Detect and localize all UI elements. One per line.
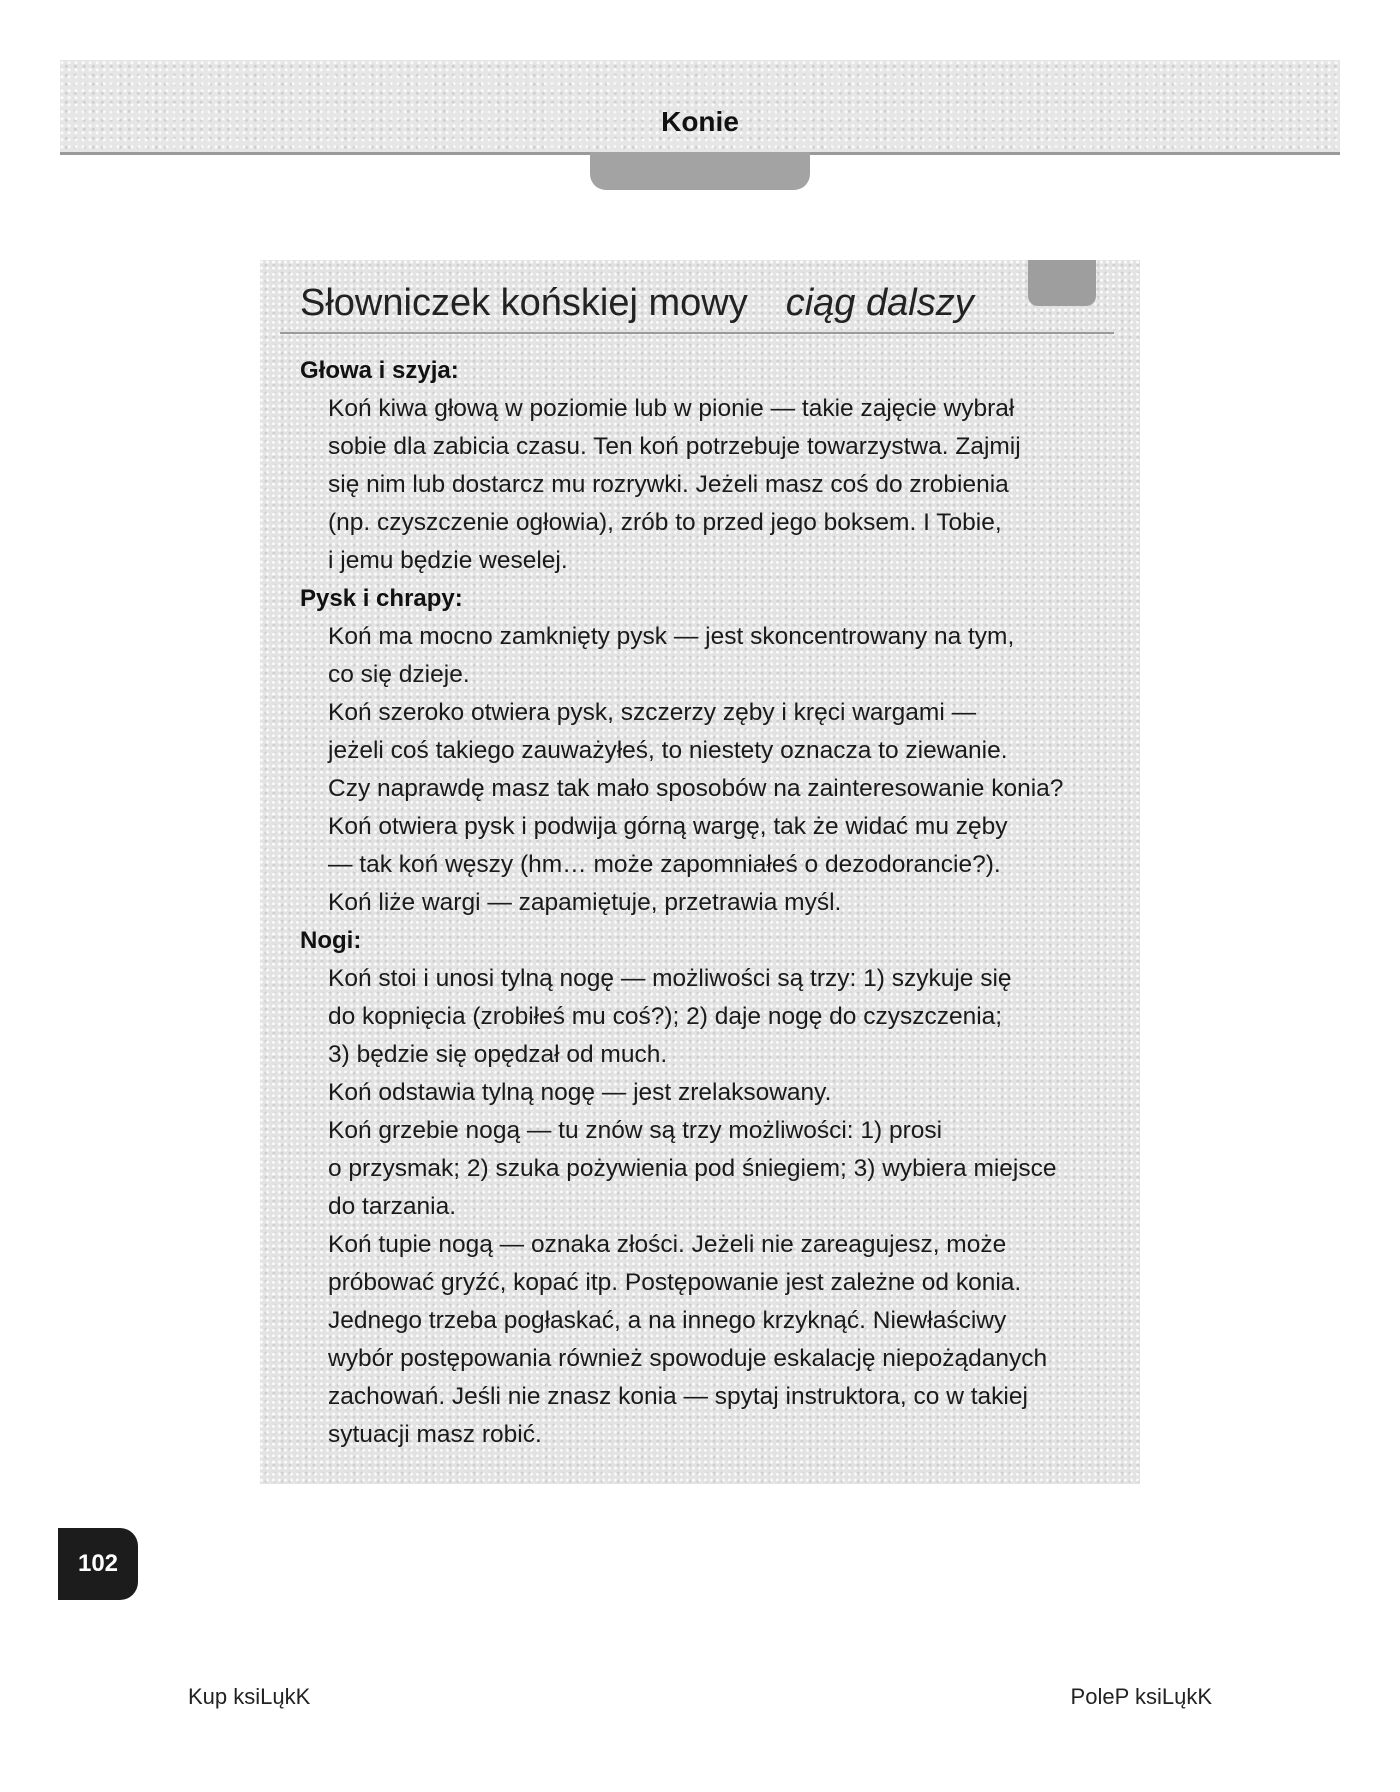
text-line: Koń odstawia tylną nogę — jest zrelaksowany. — [328, 1079, 832, 1106]
text-line: jeżeli coś takiego zauważyłeś, to niestety oznacza to ziewanie. — [328, 737, 1008, 764]
text-line: wybór postępowania również spowoduje eskalację niepożądanych — [328, 1345, 1048, 1372]
box-title — [300, 282, 974, 325]
chapter-title: Konie — [661, 106, 739, 137]
text-line: Koń kiwa głową w poziomie lub w pionie — takie zajęcie wybrał — [328, 395, 1015, 422]
box-content — [300, 352, 1100, 1454]
box-title-divider — [280, 332, 1114, 334]
text-line: Koń otwiera pysk i podwija górną wargę, tak że widać mu zęby — [328, 813, 1008, 840]
box-corner-tab — [1028, 260, 1096, 306]
text-line: się nim lub dostarcz mu rozrywki. Jeżeli masz coś do zrobienia — [328, 471, 1009, 498]
text-line: co się dzieje. — [328, 661, 470, 688]
text-line: Koń ma mocno zamknięty pysk — jest skoncentrowany na tym, — [328, 623, 1015, 650]
text-line: i jemu będzie weselej. — [328, 547, 568, 574]
chapter-header-band — [60, 60, 1340, 155]
text-line: Czy naprawdę masz tak mało sposobów na zainteresowanie konia? — [328, 775, 1064, 802]
chapter-header-tab — [590, 152, 810, 190]
glossary-box — [260, 260, 1140, 1484]
text-line: do kopnięcia (zrobiłeś mu coś?); 2) daje nogę do czyszczenia; — [328, 1003, 1003, 1030]
text-line: (np. czyszczenie ogłowia), zrób to przed jego boksem. I Tobie, — [328, 509, 1002, 536]
section-legs — [300, 922, 1100, 1454]
text-line: o przysmak; 2) szuka pożywienia pod śniegiem; 3) wybiera miejsce — [328, 1155, 1057, 1182]
text-line: Koń stoi i unosi tylną nogę — możliwości są trzy: 1) szykuje się — [328, 965, 1012, 992]
text-line: Koń liże wargi — zapamiętuje, przetrawia myśl. — [328, 889, 842, 916]
box-title-continuation: ciąg dalszy — [785, 282, 974, 324]
section-mouth-nostrils — [300, 580, 1100, 922]
text-line: próbować gryźć, kopać itp. Postępowanie jest zależne od konia. — [328, 1269, 1022, 1296]
box-title-main: Słowniczek końskiej mowy — [300, 282, 748, 324]
footer-recommend-link[interactable]: PoleP ksiLųkK — [1070, 1684, 1212, 1709]
section-heading: Pysk i chrapy: — [300, 585, 463, 612]
section-heading: Nogi: — [300, 927, 362, 954]
section-heading: Głowa i szyja: — [300, 357, 459, 384]
text-line: Koń tupie nogą — oznaka złości. Jeżeli nie zareagujesz, może — [328, 1231, 1007, 1258]
page-number-badge: 102 — [58, 1528, 138, 1600]
text-line: Jednego trzeba pogłaskać, a na innego krzyknąć. Niewłaściwy — [328, 1307, 1007, 1334]
section-head-neck — [300, 352, 1100, 580]
text-line: sobie dla zabicia czasu. Ten koń potrzebuje towarzystwa. Zajmij — [328, 433, 1021, 460]
text-line: do tarzania. — [328, 1193, 457, 1220]
text-line: — tak koń węszy (hm… może zapomniałeś o dezodorancie?). — [328, 851, 1001, 878]
text-line: zachowań. Jeśli nie znasz konia — spytaj instruktora, co w takiej — [328, 1383, 1028, 1410]
footer-buy-link[interactable]: Kup ksiLųkK — [188, 1684, 311, 1709]
text-line: Koń grzebie nogą — tu znów są trzy możliwości: 1) prosi — [328, 1117, 943, 1144]
text-line: 3) będzie się opędzał od much. — [328, 1041, 668, 1068]
text-line: Koń szeroko otwiera pysk, szczerzy zęby i kręci wargami — — [328, 699, 977, 726]
text-line: sytuacji masz robić. — [328, 1421, 542, 1448]
